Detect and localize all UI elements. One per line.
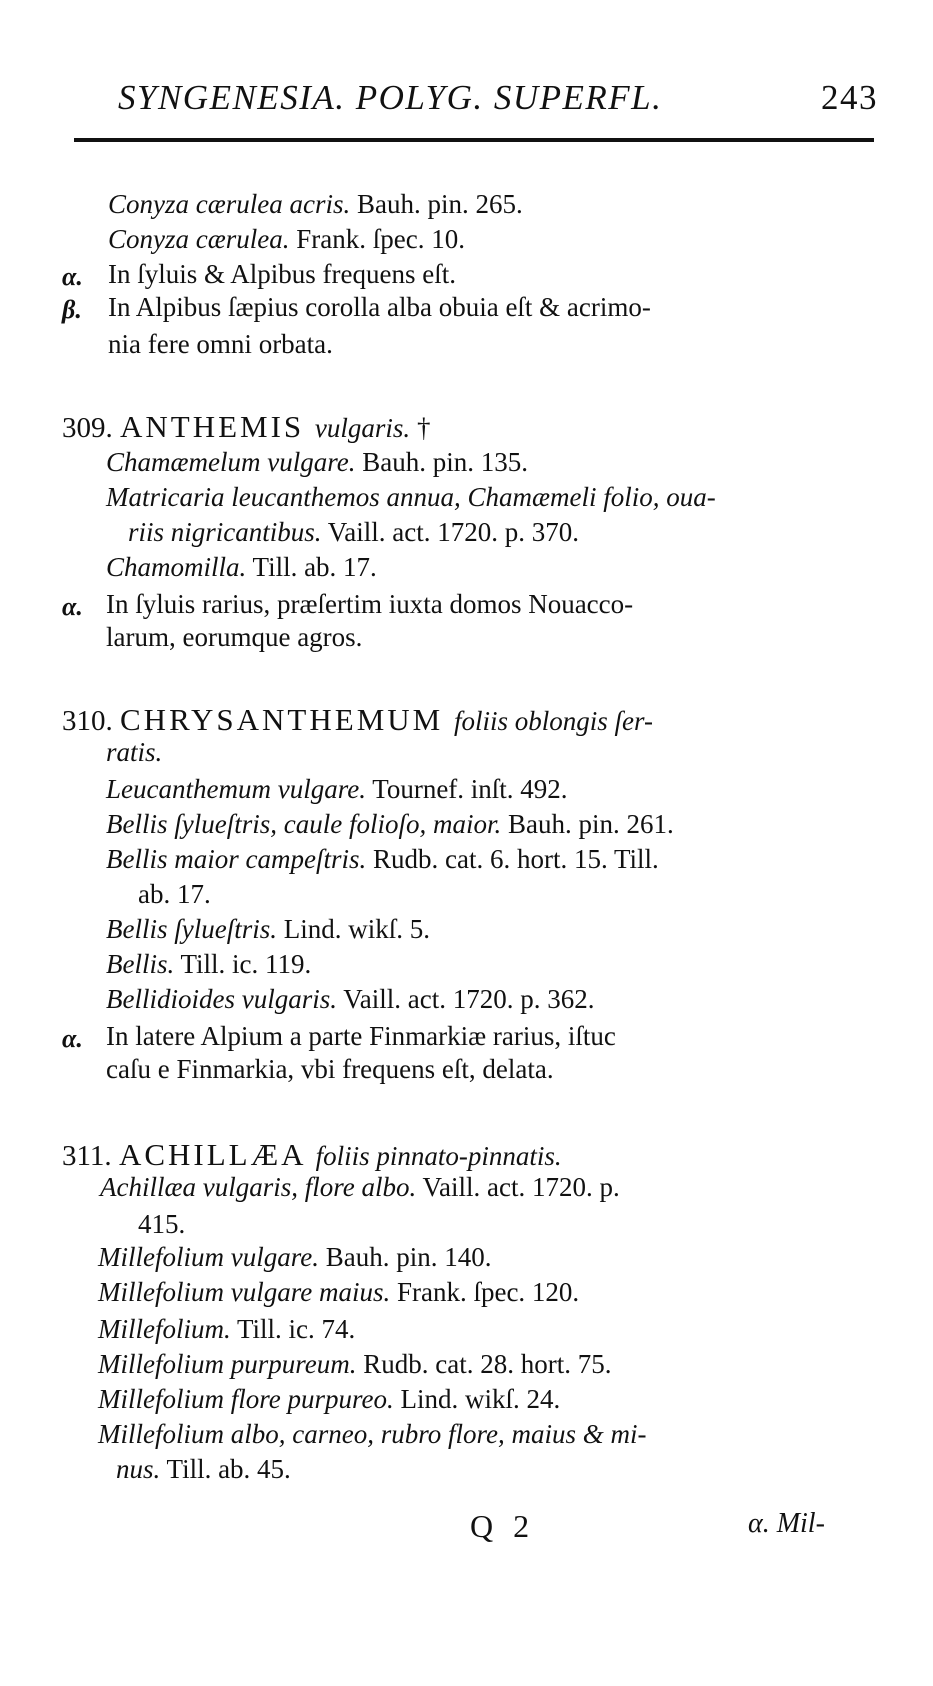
synonym-name: Millefolium flore purpureo. [98,1384,394,1414]
text-line [98,1243,491,1273]
text-line [106,1022,616,1052]
text-line [106,810,674,840]
text-line [108,190,523,220]
synonym-name: Bellis. [106,949,175,979]
reference-text: Lind. wikſ. 24. [393,1384,561,1414]
synonym-name: riis nigricantibus. [128,517,322,547]
text-line [98,1278,579,1308]
reference-text: In latere Alpium a parte Finmarkiæ rarius, iſtuc [106,1021,616,1051]
species-diagnosis: foliis pinnato-pinnatis. [315,1141,562,1171]
synonym-name: ratis. [106,737,163,767]
genus-name: ACHILLÆA [118,1137,316,1172]
reference-text: In Alpibus ſæpius corolla alba obuia eſt & acrimo- [108,292,651,322]
reference-text: Till. ab. 45. [160,1454,291,1484]
signature-mark: Q 2 [470,1508,536,1544]
synonym-name: Millefolium purpureum. [98,1349,357,1379]
text-line [106,845,659,875]
text-line [108,260,456,290]
reference-text: Till. ic. 74. [230,1314,356,1344]
reference-text: larum, eorumque agros. [106,622,363,652]
text-line [138,880,211,910]
synonym-name: Bellis ſylueſtris, caule folioſo, maior. [106,809,502,839]
genus-name: CHRYSANTHEMUM [120,702,454,737]
reference-text: Till. ab. 17. [246,552,377,582]
species-diagnosis: vulgaris. [314,413,411,443]
variety-marker: β. [62,295,82,324]
reference-text: Vaill. act. 1720. p. 370. [321,517,580,547]
entry-heading [62,410,430,445]
reference-text: Tournef. inſt. 492. [365,774,568,804]
synonym-name: nus. [116,1454,161,1484]
text-line [106,985,594,1015]
reference-text: Bauh. pin. 135. [355,447,528,477]
synonym-name: Chamomilla. [106,552,247,582]
reference-text: 415. [138,1209,186,1239]
reference-text: Bauh. pin. 265. [350,189,523,219]
reference-text: ab. 17. [138,879,211,909]
text-line [106,738,162,768]
variety-marker: α. [62,1024,83,1053]
text-line [116,1455,291,1485]
text-line [100,1173,620,1203]
text-line [98,1315,355,1345]
text-line [106,915,430,945]
text-line [106,1055,554,1085]
synonym-name: Millefolium. [98,1314,231,1344]
reference-text: Rudb. cat. 6. hort. 15. Till. [366,844,659,874]
entry-number: 310. [62,705,120,737]
synonym-name: Millefolium vulgare maius. [98,1277,391,1307]
text-line [106,448,528,478]
running-head [118,78,878,118]
entry-number: 311. [62,1140,119,1172]
text-line [108,330,333,360]
entry-heading [62,703,653,738]
reference-text: caſu e Finmarkia, vbi frequens eſt, delata. [106,1054,554,1084]
synonym-name: Conyza cærulea acris. [108,189,351,219]
synonym-name: Bellidioides vulgaris. [106,984,337,1014]
entry-heading [62,1138,562,1173]
variety-marker: α. [62,262,83,291]
genus-name: ANTHEMIS [120,409,315,444]
reference-text: Frank. ſpec. 120. [390,1277,580,1307]
synonym-name: Millefolium albo, carneo, rubro flore, maius & mi- [98,1419,647,1449]
reference-text: Till. ic. 119. [174,949,312,979]
text-line [106,623,362,653]
reference-text: Lind. wikſ. 5. [276,914,430,944]
running-head-title: SYNGENESIA. POLYG. SUPERFL. [118,78,663,117]
reference-text: Vaill. act. 1720. p. 362. [336,984,595,1014]
reference-text: Rudb. cat. 28. hort. 75. [356,1349,612,1379]
species-diagnosis: foliis oblongis ſer- [453,706,653,736]
text-line [108,293,651,323]
text-line [108,225,465,255]
variety-marker: α. [62,592,83,621]
header-rule [74,138,874,142]
synonym-name: Chamæmelum vulgare. [106,447,356,477]
text-line [106,553,377,583]
catchword: α. Mil- [748,1508,825,1539]
reference-text: Bauh. pin. 261. [501,809,674,839]
reference-text: Bauh. pin. 140. [318,1242,492,1272]
reference-text: nia fere omni orbata. [108,329,333,359]
text-line [98,1385,560,1415]
text-line [106,775,568,805]
synonym-name: Leucanthemum vulgare. [106,774,366,804]
text-line [106,950,311,980]
reference-text: Frank. ſpec. 10. [289,224,465,254]
dagger-mark: † [410,413,431,443]
text-line [98,1420,646,1450]
synonym-name: Bellis maior campeſtris. [106,844,367,874]
synonym-name: Matricaria leucanthemos annua, Chamæmeli folio, oua- [106,482,716,512]
reference-text: In ſyluis & Alpibus frequens eſt. [108,259,456,289]
text-line [138,1210,185,1240]
synonym-name: Conyza cærulea. [108,224,290,254]
reference-text: Vaill. act. 1720. p. [416,1172,620,1202]
text-line [106,590,633,620]
text-line [98,1350,611,1380]
entry-number: 309. [62,412,120,444]
reference-text: In ſyluis rarius, præſertim iuxta domos Nouacco- [106,589,634,619]
page-number: 243 [821,78,878,117]
text-line [128,518,579,548]
synonym-name: Millefolium vulgare. [98,1242,319,1272]
synonym-name: Achillæa vulgaris, flore albo. [100,1172,417,1202]
text-line [106,483,716,513]
synonym-name: Bellis ſylueſtris. [106,914,277,944]
